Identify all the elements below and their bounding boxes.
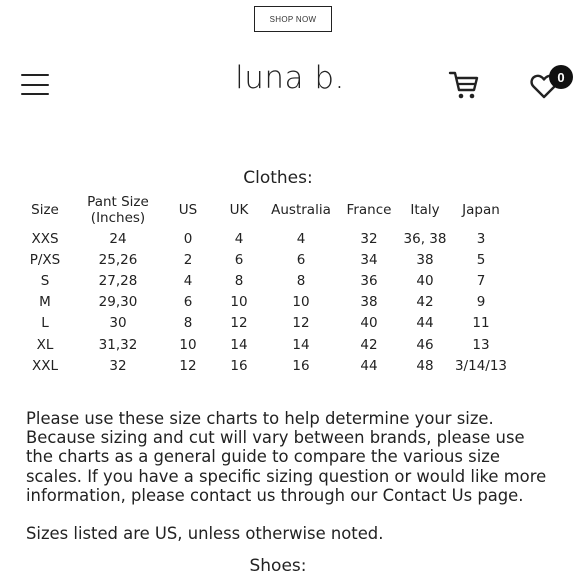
column-header-japan: Japan	[462, 202, 500, 218]
table-cell: 24	[109, 230, 127, 247]
pant-header-line1: Pant Size	[87, 194, 149, 210]
table-cell: 10	[292, 294, 310, 311]
table-cell: 8	[296, 272, 306, 289]
table-cell: 8	[234, 272, 244, 289]
table-row	[17, 334, 513, 355]
table-cell: 12	[179, 357, 197, 374]
table-cell: 36, 38	[403, 230, 447, 247]
table-cell: 13	[472, 336, 490, 353]
table-cell: 46	[416, 336, 434, 353]
column-header-uk: UK	[229, 202, 249, 218]
clothes-section-title: Clothes:	[243, 168, 313, 188]
wishlist-count-badge: 0	[549, 65, 573, 89]
table-cell: 42	[360, 336, 378, 353]
table-cell: 9	[476, 294, 486, 311]
table-cell: 12	[230, 315, 248, 332]
table-cell: 4	[296, 230, 306, 247]
table-cell: 6	[183, 294, 193, 311]
table-cell: 34	[360, 251, 378, 268]
shop-now-button[interactable]: SHOP NOW	[254, 6, 332, 32]
table-row	[17, 228, 513, 249]
table-cell: 25,26	[98, 251, 138, 268]
table-cell: 27,28	[98, 272, 138, 289]
table-cell: 7	[476, 272, 486, 289]
table-cell: 40	[360, 315, 378, 332]
column-header-italy: Italy	[410, 202, 440, 218]
table-cell: 32	[109, 357, 127, 374]
table-cell: 11	[472, 315, 490, 332]
table-cell: XXS	[31, 230, 59, 247]
column-header-size: Size	[31, 202, 59, 218]
table-cell: 6	[296, 251, 306, 268]
table-cell: M	[39, 294, 51, 311]
table-header-row	[17, 192, 513, 228]
table-cell: 16	[230, 357, 248, 374]
table-cell: 44	[360, 357, 378, 374]
table-cell: 44	[416, 315, 434, 332]
table-cell: 8	[183, 315, 193, 332]
table-cell: 0	[183, 230, 193, 247]
table-cell: 14	[292, 336, 310, 353]
table-row	[17, 292, 513, 313]
table-cell: 3/14/13	[454, 357, 508, 374]
column-header-pant-size	[73, 192, 163, 228]
table-cell: P/XS	[29, 251, 61, 268]
table-cell: 4	[183, 272, 193, 289]
table-row	[17, 355, 513, 376]
sizing-info-paragraph: Please use these size charts to help determine your size. Because sizing and cut will vary between brands, please use the charts as a general guide to compare the various size scales. If you have a specific sizing question or would like more information, please contact us through our Contact Us page.	[26, 409, 547, 505]
clothes-size-chart	[17, 192, 513, 376]
column-header-us: US	[178, 202, 198, 218]
table-row	[17, 270, 513, 291]
table-cell: 12	[292, 315, 310, 332]
column-header-france: France	[346, 202, 392, 218]
table-cell: 3	[476, 230, 486, 247]
table-cell: 31,32	[98, 336, 138, 353]
table-cell: 2	[183, 251, 193, 268]
table-cell: 42	[416, 294, 434, 311]
table-cell: 10	[230, 294, 248, 311]
table-cell: 32	[360, 230, 378, 247]
table-cell: 14	[230, 336, 248, 353]
brand-logo[interactable]: luna b.	[235, 60, 345, 96]
column-header-australia: Australia	[271, 202, 331, 218]
pant-header-line2: (Inches)	[90, 210, 146, 226]
table-cell: XL	[36, 336, 54, 353]
hamburger-menu-icon[interactable]	[21, 74, 49, 96]
table-cell: 38	[360, 294, 378, 311]
table-cell: 16	[292, 357, 310, 374]
table-cell: S	[40, 272, 50, 289]
table-cell: 40	[416, 272, 434, 289]
table-row	[17, 249, 513, 270]
table-cell: 10	[179, 336, 197, 353]
table-cell: 36	[360, 272, 378, 289]
table-cell: 30	[109, 315, 127, 332]
table-cell: 6	[234, 251, 244, 268]
table-cell: 4	[234, 230, 244, 247]
shopping-cart-icon[interactable]	[448, 70, 480, 100]
sizing-units-note: Sizes listed are US, unless otherwise noted.	[26, 524, 384, 543]
shoes-section-title: Shoes:	[249, 556, 307, 576]
table-cell: 48	[416, 357, 434, 374]
table-row	[17, 313, 513, 334]
table-cell: XXL	[31, 357, 59, 374]
table-cell: 29,30	[98, 294, 138, 311]
table-cell: L	[41, 315, 49, 332]
table-cell: 38	[416, 251, 434, 268]
table-cell: 5	[476, 251, 486, 268]
